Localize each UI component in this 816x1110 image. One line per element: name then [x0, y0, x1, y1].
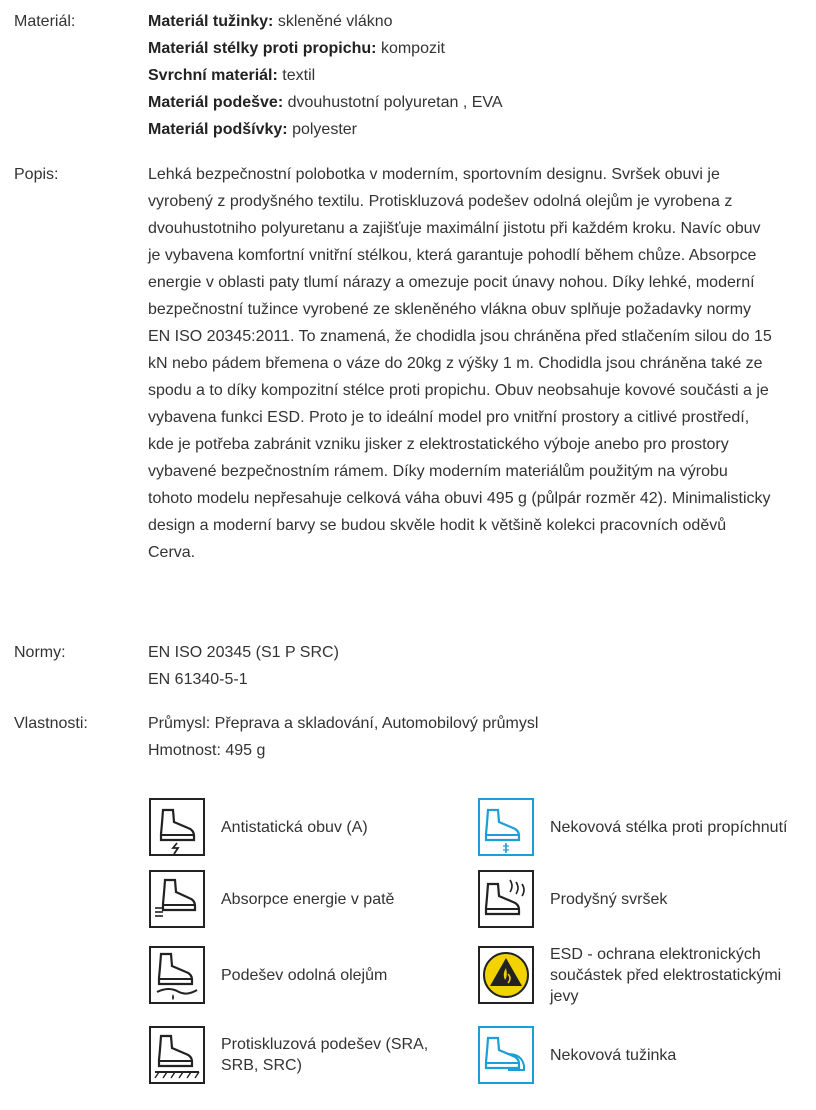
- feature-label: Prodyšný svršek: [550, 890, 668, 908]
- description-row: [0, 161, 816, 621]
- material-row: [0, 8, 816, 143]
- material-values: [148, 8, 778, 143]
- oil-resistant-sole-icon: [149, 946, 205, 1004]
- material-item: Materiál podešve: dvouhustotní polyuretan , EVA: [148, 94, 503, 111]
- feature-label: ESD - ochrana elektronických součástek před elektrostatickými jevy: [550, 945, 782, 1005]
- feature-label: Podešev odolná olejům: [221, 966, 388, 984]
- antistatic-shoe-icon: [149, 798, 205, 856]
- properties-label: Vlastnosti:: [14, 715, 88, 732]
- material-item: Materiál podšívky: polyester: [148, 121, 357, 138]
- properties-row: [0, 710, 816, 764]
- feature-label: Nekovová stélka proti propíchnutí: [550, 818, 788, 836]
- breathable-upper-icon: [478, 870, 534, 928]
- material-item: Materiál stélky proti propichu: kompozit: [148, 40, 445, 57]
- norms-values: [148, 639, 778, 693]
- slip-resistant-sole-icon: [149, 1026, 205, 1084]
- feature-label: Protiskluzová podešev (SRA, SRB, SRC): [221, 1036, 429, 1074]
- feature-label: Antistatická obuv (A): [221, 818, 368, 836]
- property-item: Průmysl: Přeprava a skladování, Automobilový průmysl: [148, 715, 539, 732]
- description-text: Lehká bezpečnostní polobotka v moderním, sportovním designu. Svršek obuvi je vyrobený z prodyšného textilu. Protiskluzová podešev odolná olejům je vyrobena z dvouhustotniho polyuretanu a zajišťuje maximální jistotu při každém kroku. Navíc obuv je vybavena komfortní vnitřní stélkou, která garantuje pohodlí během chůze. Absorpce energie v oblasti paty tlumí nárazy a omezuje pocit únavy nohou. Díky lehké, moderní bezpečnostní tužince vyrobené ze skleněného vlákna obuv splňuje požadavky normy EN ISO 20345:2011. To znamená, že chodidla jsou chráněna před stlačením silou do 15 kN nebo pádem břemena o váze do 20kg z výšky 1 m. Chodidla jsou chráněna také ze spodu a to díky kompozitní stélce proti propichu. Obuv neobsahuje kovové součásti a je vybavena funkci ESD. Proto je to ideální model pro vnitřní prostory a citlivé prostředí, kde je potřeba zabránit vzniku jisker z elektrostatického výboje anebo pro prostory vybavené bezpečnostním rámem. Díky moderním materiálům použitým na výrobu tohoto modelu nepřesahuje celková váha obuvi 495 g (půlpár rozměr 42). Minimalisticky design a moderní barvy se budou skvěle hodit k většině kolekci pracovních oděvů Cerva.: [148, 166, 772, 561]
- property-item: Hmotnost: 495 g: [148, 742, 266, 759]
- norms-row: [0, 639, 816, 693]
- nonmetal-insole-icon: [478, 798, 534, 856]
- norms-label: Normy:: [14, 644, 66, 661]
- feature-label: Nekovová tužinka: [550, 1046, 677, 1064]
- description-label: Popis:: [14, 166, 59, 183]
- esd-protection-icon: [478, 946, 534, 1004]
- properties-values: [148, 710, 778, 764]
- norm-item: EN ISO 20345 (S1 P SRC): [148, 644, 339, 661]
- feature-label: Absorpce energie v patě: [221, 890, 395, 908]
- nonmetal-toecap-icon: [478, 1026, 534, 1084]
- material-item: Svrchní materiál: textil: [148, 67, 316, 84]
- material-item: Materiál tužinky: skleněné vlákno: [148, 13, 393, 30]
- features-grid: [0, 795, 816, 1095]
- norm-item: EN 61340-5-1: [148, 671, 248, 688]
- heel-energy-absorption-icon: [149, 870, 205, 928]
- material-label: Materiál:: [14, 13, 76, 30]
